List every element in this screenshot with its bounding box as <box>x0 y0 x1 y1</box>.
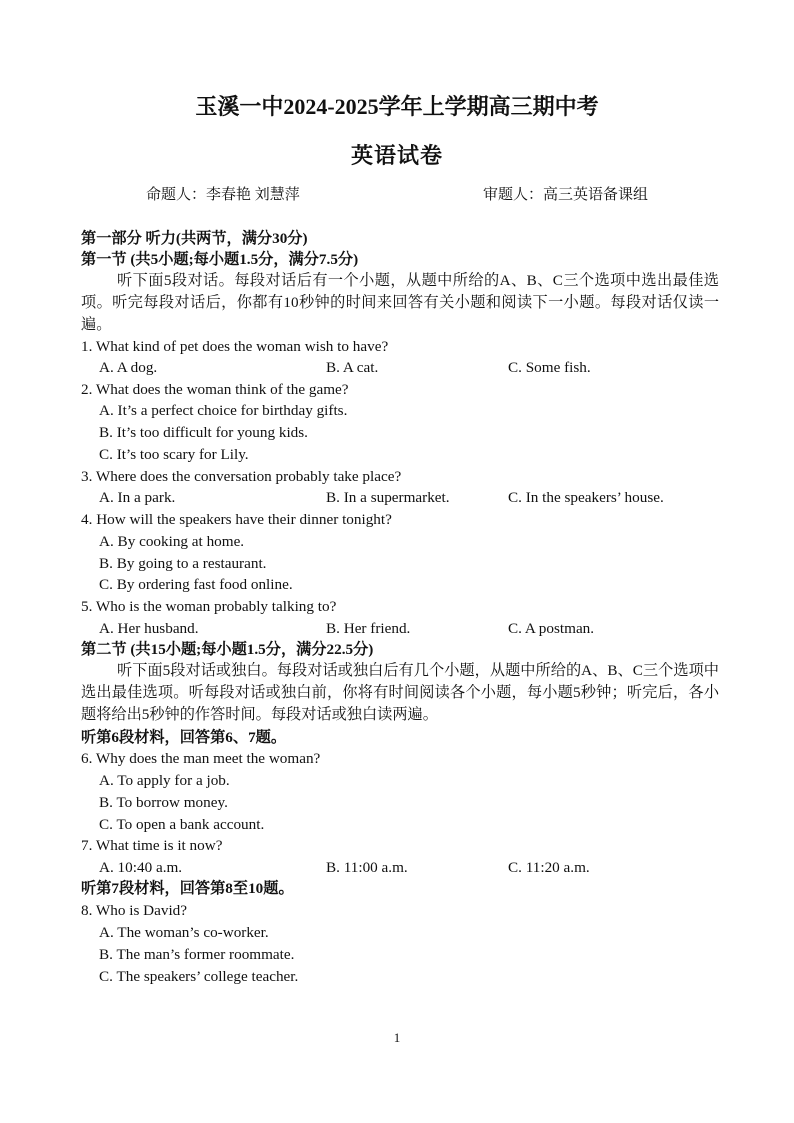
question-stem: 5. Who is the woman probably talking to? <box>81 598 337 615</box>
option-c: C. Some fish. <box>508 359 591 376</box>
option-a: A. By cooking at home. <box>99 533 245 550</box>
option-c: C. It’s too scary for Lily. <box>99 446 249 463</box>
option-a: A. 10:40 a.m. <box>99 859 183 876</box>
option-a: A. Her husband. <box>99 620 199 637</box>
option-a: A. In a park. <box>99 489 176 506</box>
option-b: B. By going to a restaurant. <box>99 555 267 572</box>
reviewer-line: 审题人：高三英语备课组 <box>483 187 649 203</box>
section2-instructions: 听下面5段对话或独白。每段对话或独白后有几个小题，从题中所给的A、B、C三个选项中选出最佳选项。听每段对话或独白前，你将有时间阅读各个小题，每小题5秒钟；听完后，各小题将给出5秒钟的作答时间。每段对话或独白读两遍。 <box>81 662 719 723</box>
question-stem: 7. What time is it now? <box>81 837 223 854</box>
option-c: C. To open a bank account. <box>99 816 265 833</box>
option-b: B. A cat. <box>326 359 379 376</box>
option-a: A. The woman’s co-worker. <box>99 924 269 941</box>
question-stem: 1. What kind of pet does the woman wish to have? <box>81 338 389 355</box>
question-stem: 2. What does the woman think of the game? <box>81 381 349 398</box>
exam-title: 玉溪一中2024-2025学年上学期高三期中考 <box>195 94 599 119</box>
option-b: B. 11:00 a.m. <box>326 859 408 876</box>
exam-subtitle: 英语试卷 <box>350 143 443 168</box>
option-c: C. 11:20 a.m. <box>508 859 590 876</box>
setter-line: 命题人：李春艳 刘慧萍 <box>146 187 300 203</box>
section2-heading: 第二节 (共15小题;每小题1.5分，满分22.5分) <box>81 641 374 658</box>
question-stem: 8. Who is David? <box>81 902 188 919</box>
option-c: C. The speakers’ college teacher. <box>99 968 299 985</box>
option-b: B. To borrow money. <box>99 794 228 811</box>
question-stem: 4. How will the speakers have their dinner tonight? <box>81 511 392 528</box>
option-c: C. In the speakers’ house. <box>508 489 664 506</box>
material7-heading: 听第7段材料，回答第8至10题。 <box>81 880 294 897</box>
material6-heading: 听第6段材料，回答第6、7题。 <box>81 729 287 746</box>
option-b: B. The man’s former roommate. <box>99 946 295 963</box>
option-b: B. In a supermarket. <box>326 489 450 506</box>
page-number: 1 <box>393 1030 401 1045</box>
question-stem: 6. Why does the man meet the woman? <box>81 750 321 767</box>
section1-instructions: 听下面5段对话。每段对话后有一个小题，从题中所给的A、B、C三个选项中选出最佳选项。听完每段对话后，你都有10秒钟的时间来回答有关小题和阅读下一小题。每段对话仅读一遍。 <box>81 272 719 333</box>
option-a: A. A dog. <box>99 359 158 376</box>
option-c: C. By ordering fast food online. <box>99 576 293 593</box>
option-b: B. It’s too difficult for young kids. <box>99 424 308 441</box>
option-a: A. It’s a perfect choice for birthday gifts. <box>99 402 348 419</box>
section1-heading: 第一节 (共5小题;每小题1.5分，满分7.5分) <box>81 251 359 268</box>
part1-heading: 第一部分 听力(共两节，满分30分) <box>81 230 308 247</box>
option-a: A. To apply for a job. <box>99 772 230 789</box>
option-b: B. Her friend. <box>326 620 411 637</box>
question-stem: 3. Where does the conversation probably take place? <box>81 468 402 485</box>
option-c: C. A postman. <box>508 620 595 637</box>
